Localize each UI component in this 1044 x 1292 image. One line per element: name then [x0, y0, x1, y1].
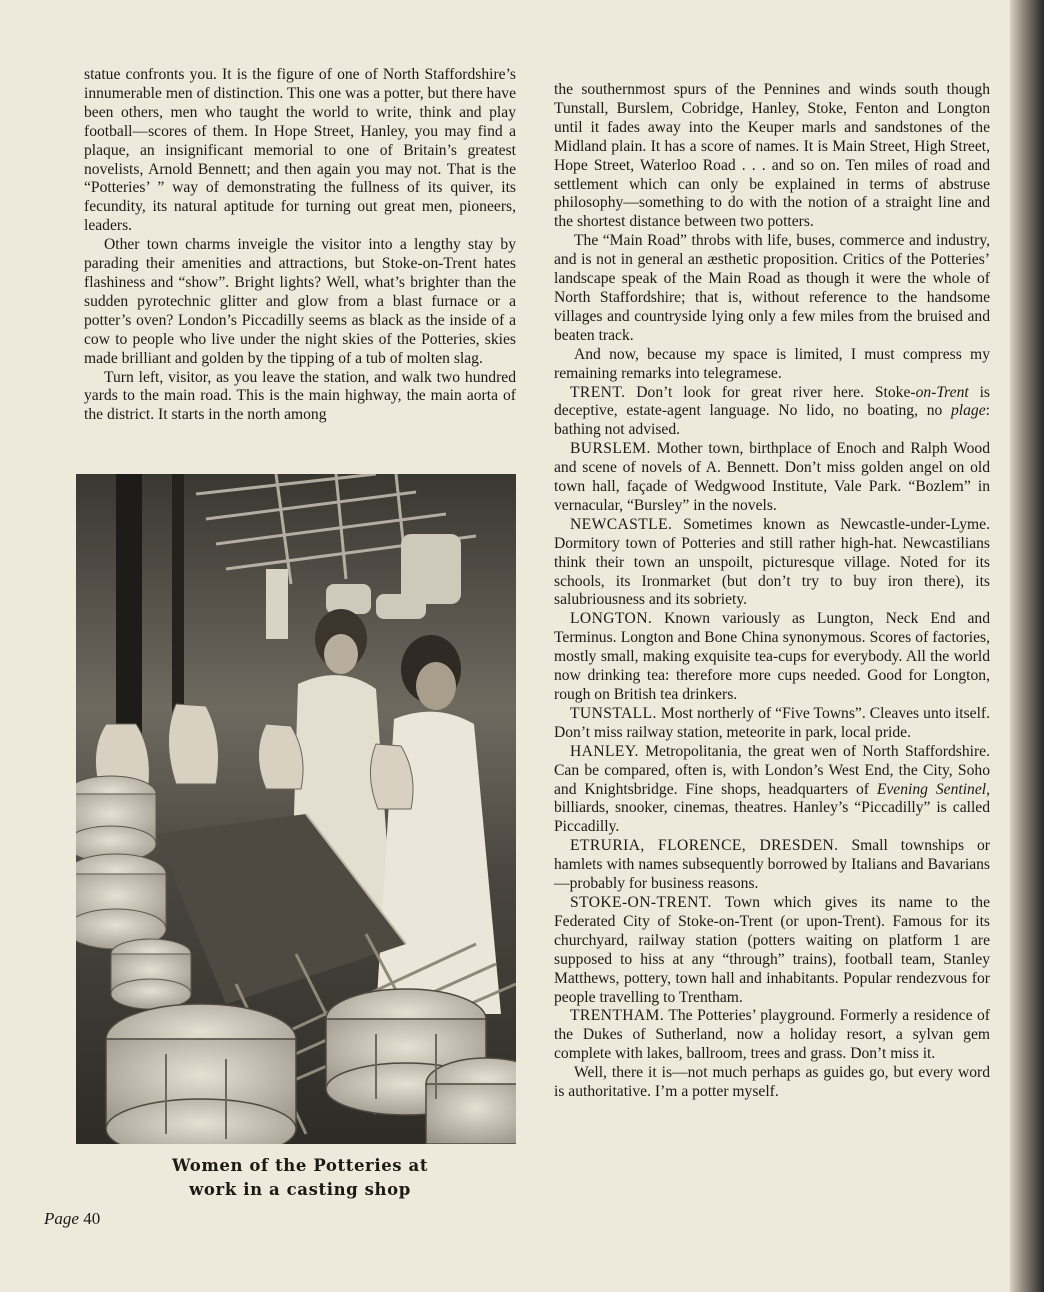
town-entry [554, 743, 990, 838]
town-entry-text: , billiards, snooker, cinemas, theatres. Hanley’s “Piccadilly” is called Piccadilly. [554, 780, 990, 836]
town-entry-text: The Potteries’ playground. Formerly a residence of the Dukes of Sutherland, now a holiday resort, a sylvan gem complete with lakes, ballroom, trees and grass. Don’t miss it. [554, 1007, 990, 1063]
town-entry-heading: ETRURIA, FLORENCE, DRESDEN. [570, 837, 839, 855]
left-column [84, 66, 516, 425]
body-paragraph: Turn left, visitor, as you leave the station, and walk two hundred yards to the main road. This is the main highway, the main aorta of the district. It starts in the north among [84, 368, 516, 424]
page-edge-shadow [1010, 0, 1044, 1292]
town-entry-text: Mother town, birthplace of Enoch and Ralph Wood and scene of novels of A. Bennett. Don’t miss golden angel on old town hall, façade of Wedgwood Institute, Vale Park. “Bozlem” in vernacular, “Bursley” in the novels. [554, 440, 990, 514]
town-entry [554, 1007, 990, 1064]
town-entry [554, 384, 990, 441]
town-entry-italic: plage [951, 402, 986, 420]
town-entry-heading: LONGTON. [570, 610, 653, 628]
photo-caption [120, 1154, 480, 1202]
town-entry-heading: TUNSTALL. [570, 704, 657, 722]
casting-shop-photo [76, 474, 516, 1144]
town-entry-heading: TRENT. [570, 383, 626, 401]
caption-line: work in a casting shop [189, 1180, 411, 1199]
body-paragraph: statue confronts you. It is the figure of one of North Staffordshire’s innumerable men of distinction. This one was a potter, but there have been others, men who taught the world to write, think and play football—scores of them. In Hope Street, Hanley, you may find a plaque, an insignificant memorial to one of Britain’s greatest novelists, Arnold Bennett; and then again you may not. That is the “Potteries’ ” way of demonstrating the fullness of its quiver, its fecundity, its natural aptitude for turning out great men, pioneers, leaders. [84, 66, 516, 235]
body-paragraph: The “Main Road” throbs with life, buses, commerce and industry, and is not in general an æsthetic proposition. Critics of the Potteries’ landscape speak of the Main Road as though it were the whole of North Staffordshire; that is, without reference to the handsome villages and countryside lying only a few miles from the bruised and beaten track. [554, 232, 990, 344]
town-entry-italic: on-Trent [915, 383, 969, 401]
closing-paragraph: Well, there it is—not much perhaps as guides go, but every word is authoritative. I’m a potter myself. [554, 1064, 990, 1101]
right-column [554, 81, 990, 1102]
town-entry-text: Small townships or hamlets with names subsequently borrowed by Italians and Bavarians—probably for business reasons. [554, 837, 991, 893]
town-entry [554, 894, 990, 1007]
town-entry-heading: BURSLEM. [570, 440, 651, 458]
town-entry [554, 440, 990, 516]
town-entry-text: Metropolitania, the great wen of North Staffordshire. Can be compared, often is, with London’s West End, the City, Soho and Knightsbridge. Fine shops, headquarters of [554, 742, 990, 798]
town-entry-text: is deceptive, estate-agent language. No lido, no boating, no [554, 383, 990, 420]
body-paragraph: And now, because my space is limited, I must compress my remaining remarks into telegramese. [554, 345, 990, 382]
town-entry-text: : bathing not advised. [554, 402, 990, 439]
town-entry-heading: STOKE-ON-TRENT. [570, 893, 712, 911]
town-entry-italic: Evening Sentinel [876, 780, 987, 798]
body-paragraph: the southernmost spurs of the Pennines and winds south though Tunstall, Burslem, Cobridge, Hanley, Stoke, Fenton and Longton until it fades away into the Keuper marls and sandstones of the Midland plain. It has a score of names. It is Main Street, High Street, Hope Street, Waterloo Road . . . and so on. Ten miles of road and settlement which can only be explained in terms of abstruse philosophy—something to do with the notion of a straight line and the shortest distance between two potters. [554, 81, 990, 231]
page-number-value: 40 [83, 1209, 101, 1228]
page-label: Page [44, 1209, 79, 1228]
town-entry [554, 516, 990, 611]
town-entry-text: Don’t look for great river here. Stoke- [625, 383, 916, 401]
town-entry [554, 610, 990, 705]
body-paragraph: Other town charms inveigle the visitor into a lengthy stay by parading their amenities and attractions, but Stoke-on-Trent hates flashiness and “show”. Bright lights? Well, what’s brighter than the sudden pyrotechnic glitter and glow from a blast furnace or a potter’s oven? London’s Piccadilly seems as black as the inside of a cow to people who live under the night skies of the Potteries, skies made brilliant and golden by the tipping of a tub of molten slag. [84, 236, 516, 367]
caption-line: Women of the Potteries at [171, 1156, 429, 1175]
town-entry [554, 837, 990, 894]
town-entry-text: Known variously as Lungton, Neck End and Terminus. Longton and Bone China synonymous. Scores of factories, mostly small, making exquisite tea-cups for everybody. All the world now drinking tea: therefore more cups needed. Good for Longton, rough on British tea drinkers. [554, 610, 990, 703]
town-entry-heading: TRENTHAM. [570, 1007, 665, 1025]
town-entry-heading: NEWCASTLE. [570, 515, 673, 533]
town-entry-text: Town which gives its name to the Federated City of Stoke-on-Trent (or upon-Trent). Famous for its churchyard, railway station (potters waiting on platform 1 are supposed to hiss at any “through” trains), football team, Stanley Matthews, pottery, town hall and inhabitants. Popular rendezvous for people travelling to Trentham. [554, 893, 990, 1006]
page-number [44, 1209, 100, 1229]
town-entry-text: Sometimes known as Newcastle-under-Lyme. Dormitory town of Potteries and still rather high-hat. Newcastilians think their town an unspoilt, picturesque village. Noted for its schools, its Ironmarket (but don’t try to buy iron there), its salubriousness and its sobriety. [554, 515, 990, 609]
town-entry-text: Most northerly of “Five Towns”. Cleaves unto itself. Don’t miss railway station, meteorite in park, local pride. [554, 704, 990, 741]
town-entry-heading: HANLEY. [570, 742, 639, 760]
town-entry [554, 705, 990, 743]
